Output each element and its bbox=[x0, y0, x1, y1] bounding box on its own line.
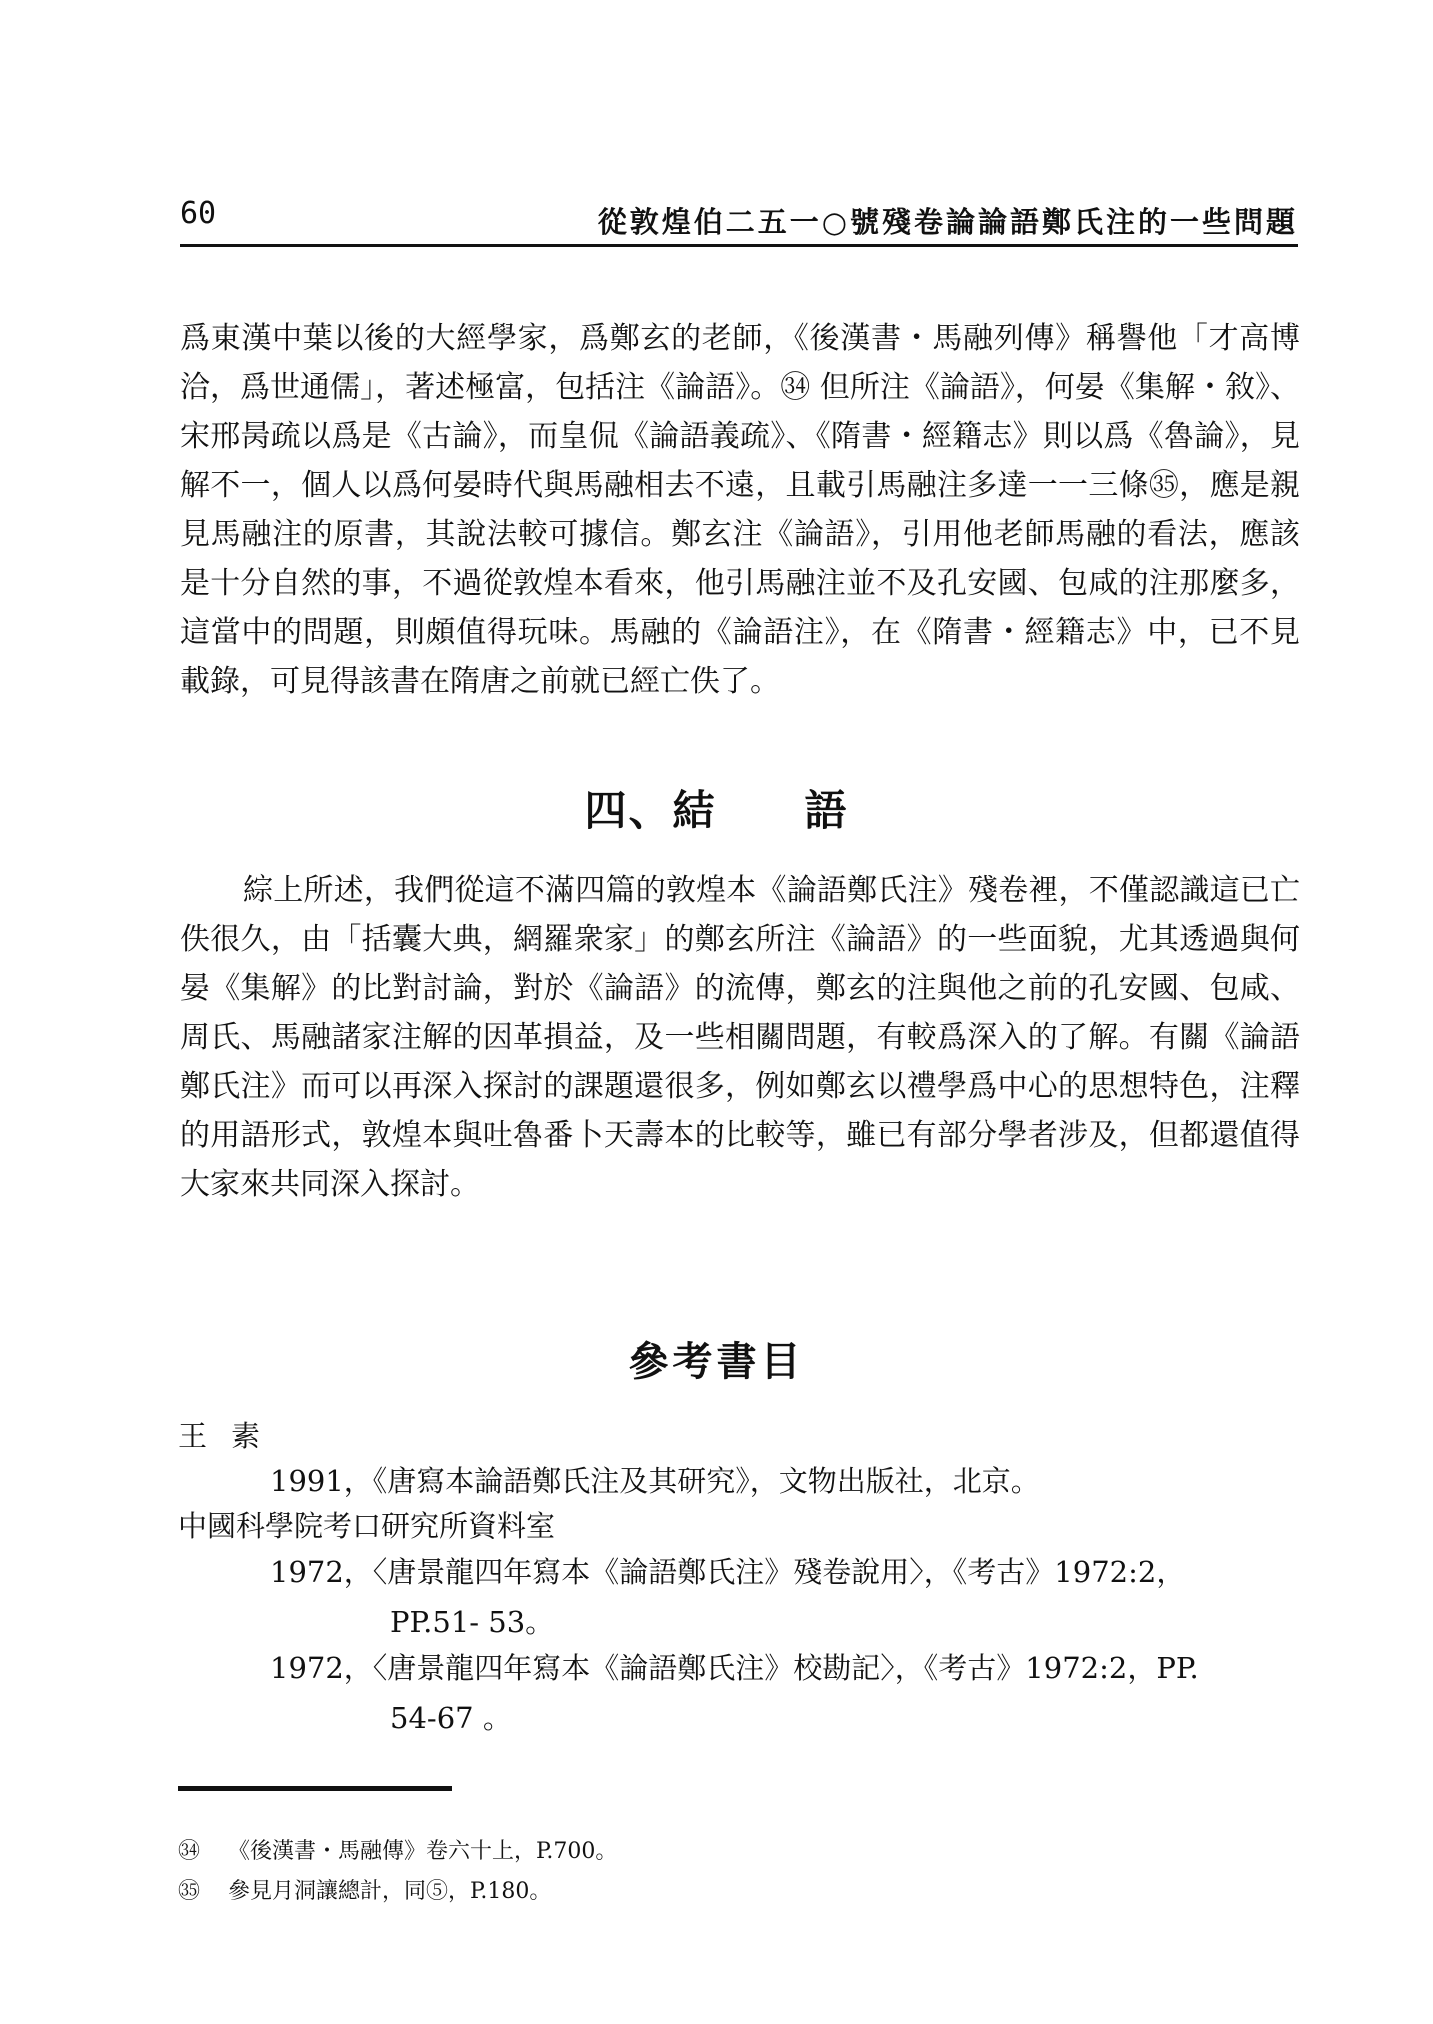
conclusion-heading: 四、結 語 bbox=[584, 786, 849, 835]
reference-entry bbox=[270, 1456, 1300, 1506]
reference-entry-line: 1991，《唐寫本論語鄭氏注及其研究》，文物出版社，北京。 bbox=[270, 1464, 1040, 1498]
footnote bbox=[178, 1834, 617, 1865]
reference-entry-line: 1972，〈唐景龍四年寫本《論語鄭氏注》殘卷說用〉，《考古》1972:2， bbox=[270, 1555, 1186, 1589]
running-title: 從敦煌伯二五一○號殘卷論論語鄭氏注的一些問題 bbox=[597, 205, 1298, 239]
footnote-text: 《後漢書・馬融傳》卷六十上，P.700。 bbox=[228, 1839, 618, 1864]
page-header bbox=[180, 196, 1298, 246]
reference-entry bbox=[270, 1643, 1300, 1743]
footnote-rule bbox=[178, 1786, 452, 1791]
reference-author: 王素 bbox=[178, 1419, 285, 1453]
body-paragraph-1: 爲東漢中葉以後的大經學家，爲鄭玄的老師，《後漢書・馬融列傳》稱譽他「才高博洽，爲世通儒」，著述極富，包括注《論語》。㉞ 但所注《論語》，何晏《集解・敘》、宋邢昺疏以爲是《古論》，而皇侃《論語義疏》、《隋書・經籍志》則以爲《魯論》，見解不一，個人以爲何晏時代與馬融相去不遠，且載引馬融注多達一一三條㉟，應是親見馬融注的原書，其說法較可據信。鄭玄注《論語》，引用他老師馬融的看法，應該是十分自然的事，不過從敦煌本看來，他引馬融注並不及孔安國、包咸的注那麼多，這當中的問題，則頗值得玩味。馬融的《論語注》，在《隋書・經籍志》中，已不見載錄，可見得該書在隋唐之前就已經亡佚了。 bbox=[180, 321, 1300, 699]
reference-entry bbox=[270, 1547, 1300, 1647]
reference-entry-line: 1972，〈唐景龍四年寫本《論語鄭氏注》校勘記〉，《考古》1972:2，PP. bbox=[270, 1651, 1199, 1685]
footnote bbox=[178, 1874, 551, 1905]
reference-entry-continuation: 54-67 。 bbox=[390, 1701, 512, 1735]
reference-entry-continuation: PP.51- 53。 bbox=[390, 1605, 555, 1639]
header-rule bbox=[180, 244, 1298, 247]
references-heading: 參考書目 bbox=[628, 1339, 805, 1385]
body-paragraph-2: 綜上所述，我們從這不滿四篇的敦煌本《論語鄭氏注》殘卷裡，不僅認識這已亡佚很久，由「括囊大典，網羅衆家」的鄭玄所注《論語》的一些面貌，尤其透過與何晏《集解》的比對討論，對於《論語》的流傳，鄭玄的注與他之前的孔安國、包咸、周氏、馬融諸家注解的因革損益，及一些相關問題，有較爲深入的了解。有關《論語鄭氏注》而可以再深入探討的課題還很多，例如鄭玄以禮學爲中心的思想特色，注釋的用語形式，敦煌本與吐魯番卜天壽本的比較等，雖已有部分學者涉及，但都還值得大家來共同深入探討。 bbox=[180, 873, 1300, 1202]
footnote-text: 參見月洞讓總計，同⑤，P.180。 bbox=[228, 1879, 552, 1904]
page-number: 60 bbox=[180, 196, 217, 231]
footnote-mark: ㉞ bbox=[178, 1839, 201, 1864]
footnote-mark: ㉟ bbox=[178, 1879, 201, 1904]
reference-author: 中國科學院考口研究所資料室 bbox=[178, 1509, 556, 1543]
